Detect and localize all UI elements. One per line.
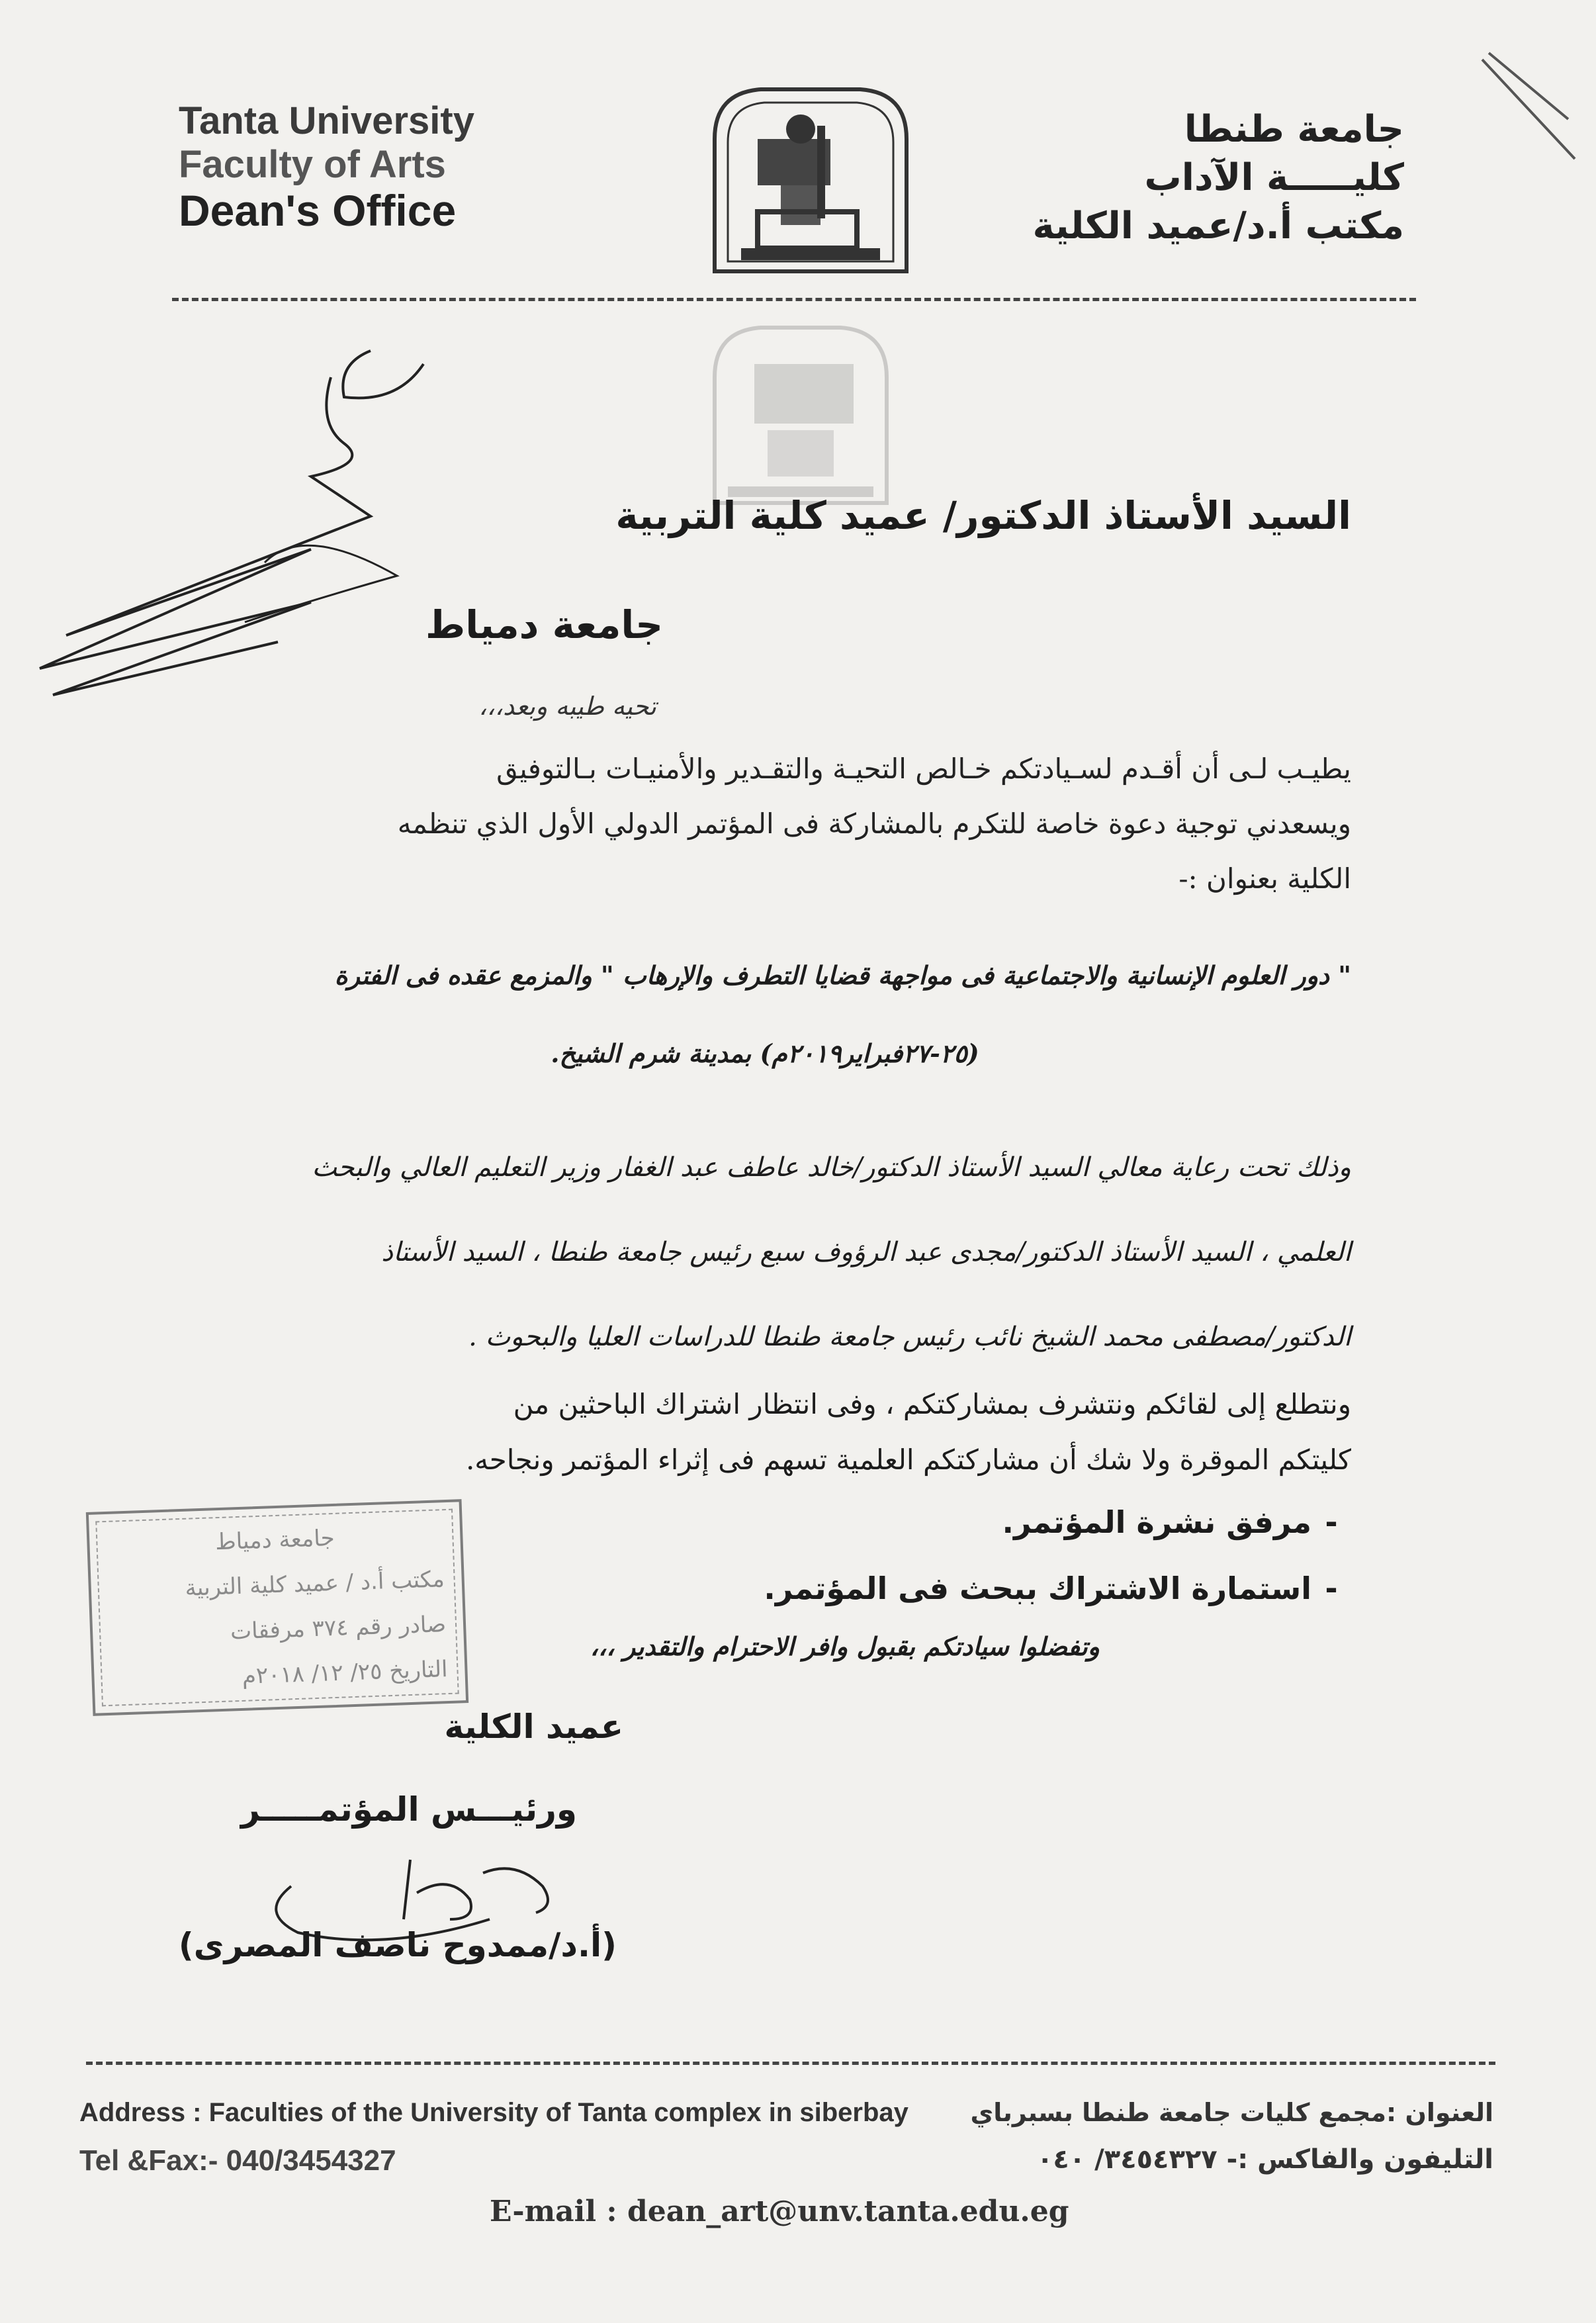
paragraph-line: العلمي ، السيد الأستاذ الدكتور/مجدى عبد الرؤوف سبع رئيس جامعة طنطا ، السيد الأستاذ — [381, 1237, 1351, 1267]
paragraph-line: الكلية بعنوان :- — [1178, 862, 1351, 895]
conference-title — [179, 936, 1351, 1093]
university-logo — [701, 79, 920, 278]
title-line: " دور العلوم الإنسانية والاجتماعية فى مواجهة قضايا التطرف والإرهاب " والمزمع عقده فى الفترة — [334, 960, 1351, 990]
stamp-line: صادر رقم ٣٧٤ مرفقات — [230, 1611, 447, 1645]
header-faculty-en: Faculty of Arts — [179, 142, 446, 186]
header-arabic — [1032, 106, 1404, 250]
paragraph-line: وذلك تحت رعاية معالي السيد الأستاذ الدكتور/خالد عاطف عبد الغفار وزير التعليم العالي والبحث — [312, 1152, 1351, 1183]
title-line: (٢٥-٢٧فبراير٢٠١٩م) بمدينة شرم الشيخ. — [551, 1038, 979, 1068]
paragraph-line: كليتكم الموقرة ولا شك أن مشاركتكم العلمية تسهم فى إثراء المؤتمر ونجاحه. — [465, 1443, 1351, 1476]
footer-tel-en: Tel &Fax:- 040/3454327 — [79, 2144, 396, 2177]
header-university-en: Tanta University — [179, 99, 474, 142]
paragraph-line: يطيـب لـى أن أقـدم لسـيادتكم خـالص التحيـة والتقـدير والأمنيـات بـالتوفيق — [496, 752, 1351, 785]
addressee: السيد الأستاذ الدكتور/ عميد كلية التربية — [615, 493, 1351, 538]
greeting: تحيه طيبه وبعد،،، — [478, 692, 656, 721]
header-office-ar: مكتب أ.د/عميد الكلية — [1032, 204, 1404, 248]
footer-divider — [86, 2062, 1495, 2065]
scan-edge-mark — [1476, 40, 1581, 172]
header-university-ar: جامعة طنطا — [1184, 108, 1404, 151]
footer-email: E-mail : dean_art@unv.tanta.edu.eg — [490, 2195, 1069, 2228]
paragraph-line: ونتطلع إلى لقائكم ونتشرف بمشاركتكم ، وفى انتظار اشتراك الباحثين من — [513, 1388, 1351, 1420]
header-faculty-ar: كليـــــة الآداب — [1144, 156, 1404, 199]
attachment-item: -مرفق نشرة المؤتمر. — [1002, 1504, 1338, 1540]
header-english — [179, 99, 474, 236]
stamp-line: جامعة دمياط — [214, 1524, 335, 1556]
attachments-list — [764, 1489, 1351, 1621]
paragraph-line: الدكتور/مصطفى محمد الشيخ نائب رئيس جامعة طنطا للدراسات العليا والبحوث . — [468, 1322, 1351, 1352]
stamp-line: التاريخ ٢٥/ ١٢/ ٢٠١٨م — [242, 1656, 449, 1690]
handwritten-annotation — [26, 324, 476, 721]
paragraph-line: ويسعدني توجية دعوة خاصة للتكرم بالمشاركة فى المؤتمر الدولي الأول الذي تنظمه — [397, 807, 1351, 840]
signatory-name: (أ.د/ممدوح ناصف المصرى) — [178, 1926, 617, 1964]
attachment-item: -استمارة الاشتراك ببحث فى المؤتمر. — [764, 1571, 1338, 1606]
patronage-paragraph — [179, 1125, 1351, 1379]
stamp-line: مكتب أ.د / عميد كلية التربية — [184, 1566, 445, 1602]
closing-line: وتفضلوا سيادتكم بقبول وافر الاحترام والتقدير ،،، — [590, 1631, 1100, 1661]
footer-tel-ar: التليفون والفاكس :- ٣٤٥٤٣٢٧/ ٠٤٠ — [1036, 2144, 1493, 2175]
header-office-en: Dean's Office — [179, 186, 457, 236]
footer-address-en: Address : Faculties of the University of Tanta complex in siberbay — [79, 2098, 909, 2127]
paragraph-closing-request — [179, 1377, 1351, 1488]
institution: جامعة دمياط — [425, 602, 663, 647]
watermark-logo — [701, 318, 900, 516]
signatory-title: عميد الكلية — [444, 1708, 623, 1746]
incoming-stamp — [86, 1499, 468, 1716]
signatory-title-2: ورئيـــس المؤتمـــــر — [240, 1790, 577, 1829]
paragraph-invitation — [179, 741, 1351, 906]
footer-address-ar: العنوان :مجمع كليات جامعة طنطا بسبرباي — [970, 2098, 1493, 2127]
header-divider — [172, 298, 1416, 301]
